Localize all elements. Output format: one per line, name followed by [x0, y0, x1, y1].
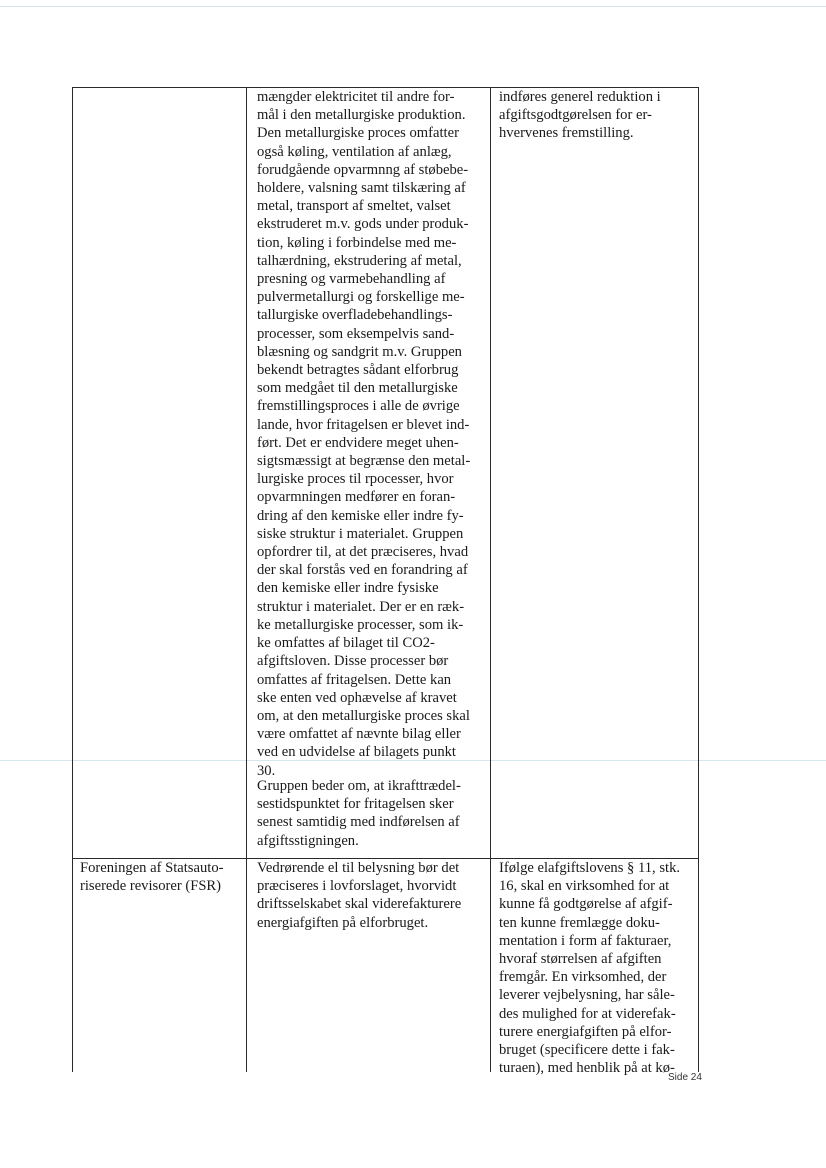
text-line: opvarmningen medfører en foran- — [257, 489, 456, 506]
text-line: mål i den metallurgiske produktion. — [257, 107, 466, 124]
text-line: Foreningen af Statsauto- — [80, 860, 224, 876]
text-line: ekstruderet m.v. gods under produk- — [257, 216, 469, 233]
text-line: sigtsmæssigt at begrænse den metal- — [257, 453, 471, 470]
text-line: Den metallurgiske proces omfatter — [257, 125, 459, 142]
text-line: presning og varmebehandling af — [257, 271, 446, 288]
text-line: leverer vejbelysning, har såle- — [499, 987, 675, 1004]
text-line: tion, køling i forbindelse med me- — [257, 234, 457, 251]
text-line: præciseres i lovforslaget, hvorvidt — [257, 878, 457, 895]
text-line: fremstillingsproces i alle de øvrige — [257, 398, 460, 415]
row1-comment-cell — [257, 88, 470, 780]
text-line: processer, som eksempelvis sand- — [257, 325, 455, 342]
text-line: metal, transport af smeltet, valset — [257, 198, 451, 215]
text-line: pulvermetallurgi og forskellige me- — [257, 289, 465, 306]
table-right-border — [698, 87, 699, 1072]
text-line: riserede revisorer (FSR) — [80, 878, 222, 895]
text-line: lurgiske proces til rpocesser, hvor — [257, 471, 454, 488]
text-line: ført. Det er endvidere meget uhen- — [257, 434, 459, 451]
text-line: struktur i materialet. Der er en ræk- — [257, 598, 465, 615]
text-line: ke omfattes af bilaget til CO2- — [257, 635, 435, 652]
text-line: opfordrer til, at det præciseres, hvad — [257, 544, 469, 561]
text-line: fremgår. En virksomhed, der — [499, 969, 667, 986]
text-line: siske struktur i materialet. Gruppen — [257, 525, 464, 542]
text-line: 16, skal en virksomhed for at — [499, 878, 670, 895]
text-line: afgiftsstigningen. — [257, 832, 359, 849]
text-line: bekendt betragtes sådant elforbrug — [257, 362, 459, 379]
text-line: sestidspunktet for fritagelsen sker — [257, 796, 454, 813]
text-line: Vedrørende el til belysning bør det — [257, 860, 460, 876]
row3-organisation-cell — [80, 859, 223, 895]
text-line: des mulighed for at viderefak- — [499, 1005, 676, 1022]
row3-response-cell — [499, 859, 680, 1077]
text-line: Ifølge elafgiftslovens § 11, stk. — [499, 860, 681, 876]
text-line: ke metallurgiske processer, som ik- — [257, 616, 464, 633]
table-left-border — [72, 87, 73, 1072]
text-line: kunne få godtgørelse af afgif- — [499, 896, 673, 913]
text-line: lande, hvor fritagelsen er blevet ind- — [257, 416, 470, 433]
text-line: omfattes af fritagelsen. Dette kan — [257, 671, 452, 688]
text-line: også køling, ventilation af anlæg, — [257, 143, 452, 160]
text-line: driftsselskabet skal viderefakturere — [257, 896, 462, 913]
text-line: ten kunne fremlægge doku- — [499, 914, 660, 931]
text-line: energiafgiften på elforbruget. — [257, 914, 429, 931]
column-divider-1 — [246, 87, 247, 1072]
text-line: Gruppen beder om, at ikrafttrædel- — [257, 778, 461, 794]
text-line: afgiftsgodtgørelsen for er- — [499, 107, 652, 124]
text-line: ske enten ved ophævelse af kravet — [257, 689, 457, 706]
scan-artifact-line — [0, 6, 826, 7]
text-line: tallurgiske overfladebehandlings- — [257, 307, 453, 324]
text-line: ved en udvidelse af bilagets punkt — [257, 744, 456, 761]
text-line: senest samtidig med indførelsen af — [257, 814, 460, 831]
page-number: Side 24 — [668, 1072, 702, 1083]
text-line: turere energiafgiften på elfor- — [499, 1023, 672, 1040]
text-line: afgiftsloven. Disse processer bør — [257, 653, 449, 670]
text-line: turaen), med henblik på at kø- — [499, 1060, 675, 1077]
text-line: som medgået til den metallurgiske — [257, 380, 458, 397]
text-line: 30. — [257, 762, 276, 779]
text-line: dring af den kemiske eller indre fy- — [257, 507, 464, 524]
text-line: den kemiske eller indre fysiske — [257, 580, 439, 597]
row3-comment-cell — [257, 859, 461, 932]
text-line: indføres generel reduktion i — [499, 89, 661, 105]
column-divider-2 — [490, 87, 491, 1072]
text-line: om, at den metallurgiske proces skal — [257, 707, 470, 724]
text-line: bruget (specificere dette i fak- — [499, 1042, 675, 1059]
text-line: mængder elektricitet til andre for- — [257, 89, 455, 105]
text-line: talhærdning, ekstrudering af metal, — [257, 252, 462, 269]
text-line: holdere, valsning samt tilskæring af — [257, 180, 466, 197]
text-line: hvervenes fremstilling. — [499, 125, 634, 142]
text-line: mentation i form af fakturaer, — [499, 932, 672, 949]
text-line: der skal forstås ved en forandring af — [257, 562, 468, 579]
text-line: forudgående opvarmnng af støbebe- — [257, 161, 469, 178]
text-line: hvoraf størrelsen af afgiften — [499, 951, 662, 968]
text-line: blæsning og sandgrit m.v. Gruppen — [257, 343, 462, 360]
row1-response-cell — [499, 88, 661, 143]
text-line: være omfattet af nævnte bilag eller — [257, 726, 461, 743]
row2-comment-cell — [257, 777, 461, 850]
